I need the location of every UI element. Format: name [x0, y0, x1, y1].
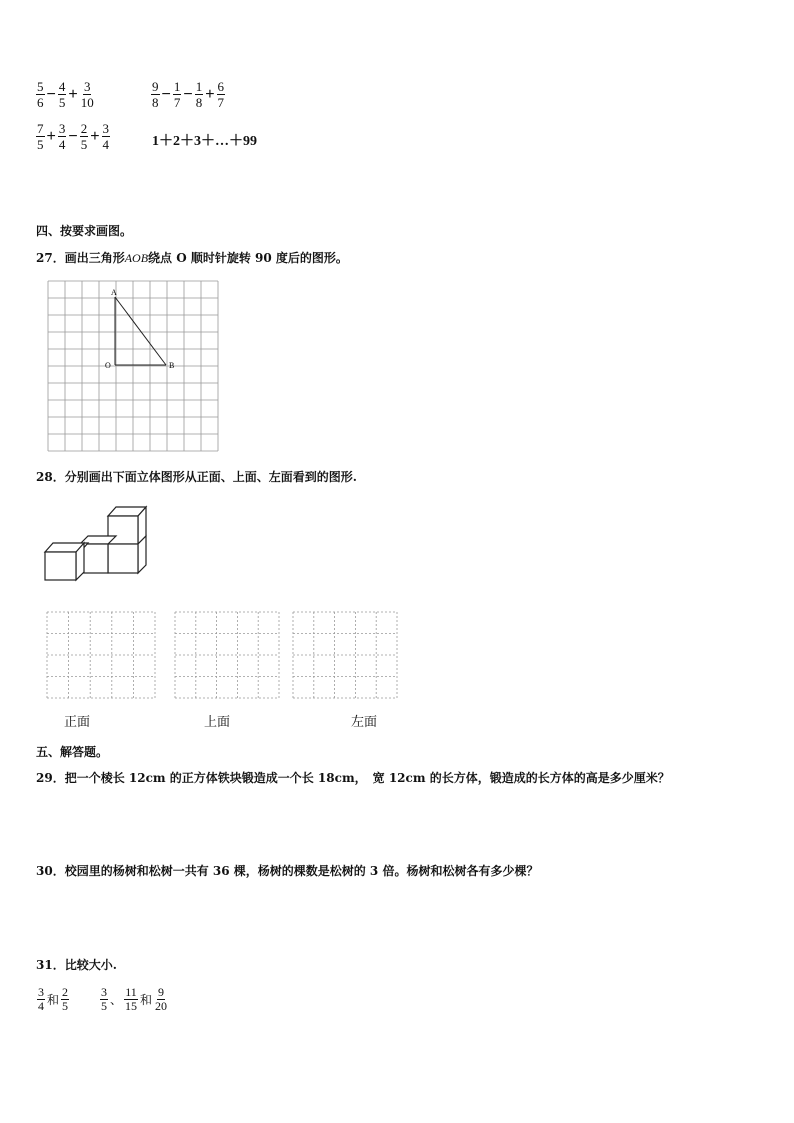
expression-2: $\frac{9}{8}$ − $\frac{1}{7}$ − $\frac{1}{8}$ + $\frac{6}{7}$	[152, 79, 225, 110]
expression-1: $\frac{5}{6}$ − $\frac{4}{5}$ + $\frac{3}{10}$	[37, 79, 94, 110]
expression-4: 1＋2＋3＋…＋99	[152, 134, 257, 149]
fraction: $\frac{5}{6}$	[37, 79, 44, 110]
label-a: A	[111, 288, 117, 297]
grid-left-view	[292, 611, 398, 699]
section-4-title: 四、按要求画图。	[36, 224, 133, 238]
section-5-title: 五、解答题。	[36, 745, 109, 759]
fraction: $\frac{4}{5}$	[58, 79, 66, 110]
compare-2: $\frac{3}{5}$ 、 $\frac{11}{15}$ 和 $\frac{9}{20}$	[101, 985, 168, 1013]
question-27: 27．画出三角形AOB绕点 O 顺时针旋转 90 度后的图形。	[36, 251, 348, 265]
fraction: $\frac{3}{10}$	[80, 79, 94, 110]
label-left: 左面	[351, 715, 378, 730]
label-top: 上面	[204, 715, 231, 730]
grid-front-view	[46, 611, 156, 699]
question-29: 29．把一个棱长 12cm 的正方体铁块锻造成一个长 18cm， 宽 12cm 的长方体，锻造成的长方体的高是多少厘米？	[36, 771, 670, 785]
segment-ab	[115, 297, 166, 365]
triangle-grid	[47, 280, 219, 452]
question-31: 31．比较大小.	[36, 958, 117, 972]
grid-top-view	[174, 611, 280, 699]
label-front: 正面	[64, 715, 91, 730]
question-28: 28．分别画出下面立体图形从正面、上面、左面看到的图形.	[36, 470, 357, 484]
label-o: O	[105, 361, 111, 370]
question-30: 30．校园里的杨树和松树一共有 36 棵，杨树的棵数是松树的 3 倍。杨树和松树各有多少棵？	[36, 864, 539, 878]
label-b: B	[169, 361, 175, 370]
cube-solid	[40, 503, 152, 583]
compare-1: $\frac{3}{4}$ 和 $\frac{2}{5}$	[38, 985, 69, 1013]
expression-3: $\frac{7}{5}$ + $\frac{3}{4}$ − $\frac{2}{5}$ + $\frac{3}{4}$	[37, 121, 110, 152]
